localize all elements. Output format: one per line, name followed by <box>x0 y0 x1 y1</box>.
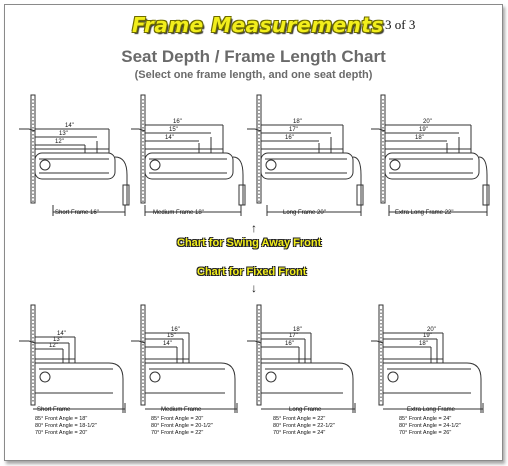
chair-fixed-long <box>245 303 365 428</box>
depth-label: 12" <box>49 343 58 349</box>
front-angle-80: 80° Front Angle = 22-1/2" <box>273 423 335 429</box>
front-angle-80: 80° Front Angle = 24-1/2" <box>399 423 461 429</box>
instruction-text: (Select one frame length, and one seat depth) <box>134 69 373 81</box>
depth-label: 17" <box>289 333 298 339</box>
depth-label: 18" <box>415 135 424 141</box>
frame-label: Extra Long Frame 22" <box>395 210 454 216</box>
front-angle-85: 85° Front Angle = 24" <box>399 416 452 422</box>
frame-label: Short Frame <box>37 407 71 413</box>
depth-label: 20" <box>427 327 436 333</box>
fixed-front-label: Chart for Fixed Front <box>197 266 307 278</box>
front-angle-85: 85° Front Angle = 20" <box>151 416 204 422</box>
front-angle-70: 70° Front Angle = 26" <box>399 430 452 436</box>
front-angle-list <box>151 416 213 437</box>
depth-label: 18" <box>293 119 302 125</box>
chair-swing-medium <box>129 93 249 218</box>
depth-label: 17" <box>289 127 298 133</box>
depth-label: 14" <box>163 341 172 347</box>
front-angle-70: 70° Front Angle = 20" <box>35 430 88 436</box>
depth-label: 12" <box>55 139 64 145</box>
frame-label: Medium Frame 18" <box>153 210 204 216</box>
depth-label: 19" <box>423 333 432 339</box>
front-angle-80: 80° Front Angle = 20-1/2" <box>151 423 213 429</box>
chair-swing-short <box>13 93 133 218</box>
chair-swing-extra-long <box>371 93 491 218</box>
chair-fixed-medium <box>129 303 249 428</box>
chart-panel <box>4 4 503 461</box>
chair-fixed-short <box>13 303 133 428</box>
front-angle-70: 70° Front Angle = 22" <box>151 430 204 436</box>
arrow-down-icon: ↓ <box>251 281 257 295</box>
depth-label: 16" <box>173 119 182 125</box>
frame-label: Long Frame 20" <box>283 210 326 216</box>
front-angle-list <box>399 416 461 437</box>
front-angle-85: 85° Front Angle = 22" <box>273 416 326 422</box>
frame-label: Long Frame <box>289 407 322 413</box>
chart-title: Seat Depth / Frame Length Chart <box>121 47 386 66</box>
frame-label: Short Frame 16" <box>55 210 99 216</box>
depth-label: 16" <box>171 327 180 333</box>
page-title: Frame Measurements <box>132 13 384 37</box>
front-angle-70: 70° Front Angle = 24" <box>273 430 326 436</box>
depth-label: 18" <box>293 327 302 333</box>
front-angle-85: 85° Front Angle = 18" <box>35 416 88 422</box>
depth-label: 19" <box>419 127 428 133</box>
chair-fixed-extra-long <box>371 303 491 428</box>
frame-label: Medium Frame <box>161 407 202 413</box>
front-angle-80: 80° Front Angle = 18-1/2" <box>35 423 97 429</box>
depth-label: 16" <box>285 135 294 141</box>
chair-swing-long <box>245 93 365 218</box>
depth-label: 15" <box>167 333 176 339</box>
depth-label: 20" <box>423 119 432 125</box>
swing-away-label: Chart for Swing Away Front <box>177 237 322 249</box>
front-angle-list <box>35 416 97 437</box>
depth-label: 14" <box>65 123 74 129</box>
depth-label: 14" <box>57 331 66 337</box>
frame-label: Extra Long Frame <box>407 407 456 413</box>
depth-label: 14" <box>165 135 174 141</box>
depth-label: 13" <box>53 337 62 343</box>
page-counter: 3 of 3 <box>385 17 416 32</box>
depth-label: 16" <box>285 341 294 347</box>
depth-label: 15" <box>169 127 178 133</box>
front-angle-list <box>273 416 335 437</box>
depth-label: 18" <box>419 341 428 347</box>
header <box>5 13 502 39</box>
arrow-up-icon: ↑ <box>251 221 257 235</box>
depth-label: 13" <box>59 131 68 137</box>
